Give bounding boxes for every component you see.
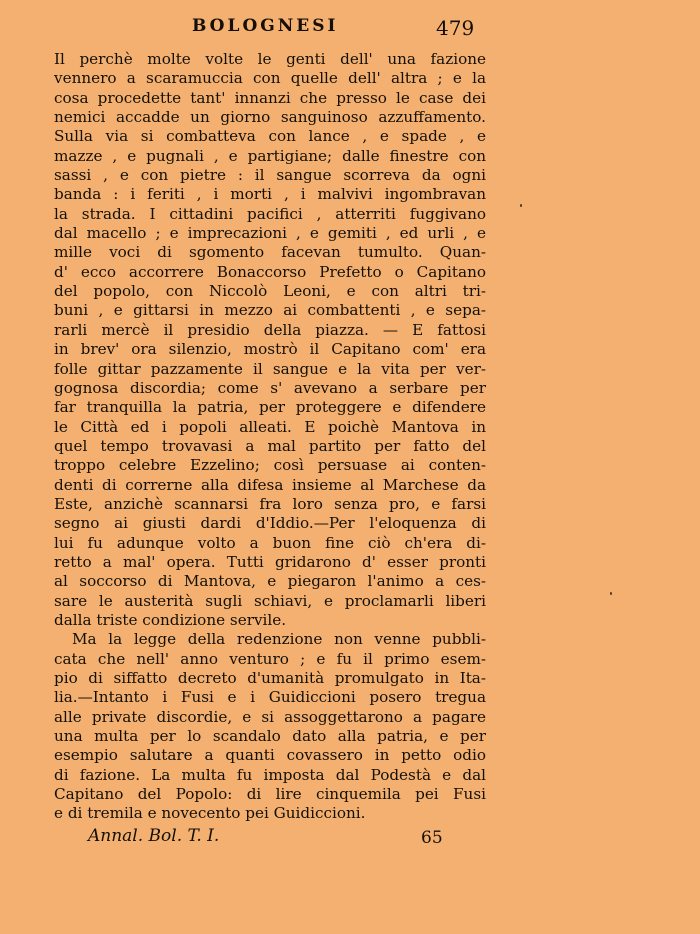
text-line: vennero a scaramuccia con quelle dell' altra ; e la <box>54 69 486 88</box>
text-line: e di tremila e novecento pei Guidiccioni. <box>54 804 366 823</box>
text-line: d' ecco accorrere Bonaccorso Prefetto o Capitano <box>54 262 486 281</box>
text-line: sare le austerità sugli schiavi, e proclamarli liberi <box>54 591 486 610</box>
text-line: di fazione. La multa fu imposta dal Podestà e dal <box>54 765 486 784</box>
text-line: esempio salutare a quanti covassero in petto odio <box>54 746 486 765</box>
text-line: la strada. I cittadini pacifici , atterriti fuggivano <box>54 204 486 223</box>
text-line: cosa procedette tant' innanzi che presso le case dei <box>54 88 486 107</box>
text-line: mazze , e pugnali , e partigiane; dalle finestre con <box>54 146 486 165</box>
text-line: al soccorso di Mantova, e piegaron l'animo a ces- <box>54 572 486 591</box>
text-line: far tranquilla la patria, per proteggere e difendere <box>54 398 486 417</box>
text-line: troppo celebre Ezzelino; così persuase ai conten- <box>54 456 486 475</box>
text-line: buni , e gittarsi in mezzo ai combattenti , e sepa- <box>54 301 486 320</box>
text-line: nemici accadde un giorno sanguinoso azzuffamento. <box>54 108 486 127</box>
text-line: una multa per lo scandalo dato alla patria, e per <box>54 727 486 746</box>
text-line: folle gittar pazzamente il sangue e la vita per ver- <box>54 359 486 378</box>
text-line: lia.—Intanto i Fusi e i Guidiccioni posero tregua <box>54 688 486 707</box>
page-number: 479 <box>436 16 475 40</box>
printer-signature: Annal. Bol. T. I. <box>88 826 220 846</box>
text-line: dalla triste condizione servile. <box>54 610 287 629</box>
text-line: alle private discordie, e si assoggettarono a pagare <box>54 707 486 726</box>
text-line: denti di correrne alla difesa insieme al Marchese da <box>54 475 486 494</box>
text-line: pio di siffatto decreto d'umanità promulgato in Ita- <box>54 669 486 687</box>
running-head: BOLOGNESI <box>192 16 339 36</box>
text-line: banda : i feriti , i morti , i malvivi ingombravan <box>54 185 486 204</box>
text-line: mille voci di sgomento facevan tumulto. Quan- <box>54 243 486 262</box>
text-line: quel tempo trovavasi a mal partito per fatto del <box>54 436 486 455</box>
text-line: le Città ed i popoli alleati. E poichè Mantova in <box>54 417 486 436</box>
paper-speck <box>520 204 522 207</box>
gathering-number: 65 <box>421 828 443 848</box>
text-line: retto a mal' opera. Tutti gridarono d' esser pronti <box>54 552 486 571</box>
paper-speck <box>610 592 612 595</box>
paragraph-first-line: Ma la legge della redenzione non venne pubbli- <box>72 630 486 649</box>
text-line: Il perchè molte volte le genti dell' una fazione <box>54 50 486 68</box>
text-line: dal macello ; e imprecazioni , e gemiti , ed urli , e <box>54 224 486 243</box>
text-line: del popolo, con Niccolò Leoni, e con altri tri- <box>54 282 486 301</box>
text-line: sassi , e con pietre : il sangue scorreva da ogni <box>54 166 486 185</box>
text-line: Sulla via si combatteva con lance , e spade , e <box>54 127 486 146</box>
text-line: cata che nell' anno venturo ; e fu il primo esem- <box>54 649 486 668</box>
text-line: lui fu adunque volto a buon fine ciò ch'era di- <box>54 533 486 552</box>
text-line: segno ai giusti dardi d'Iddio.—Per l'eloquenza di <box>54 514 486 533</box>
text-line: Este, anzichè scannarsi fra loro senza pro, e farsi <box>54 494 486 513</box>
text-line: rarli mercè il presidio della piazza. — E fattosi <box>54 320 486 339</box>
text-line: in brev' ora silenzio, mostrò il Capitano com' era <box>54 340 486 359</box>
text-line: gognosa discordia; come s' avevano a serbare per <box>54 378 486 397</box>
text-line: Capitano del Popolo: di lire cinquemila pei Fusi <box>54 785 486 804</box>
body-text <box>54 50 486 824</box>
